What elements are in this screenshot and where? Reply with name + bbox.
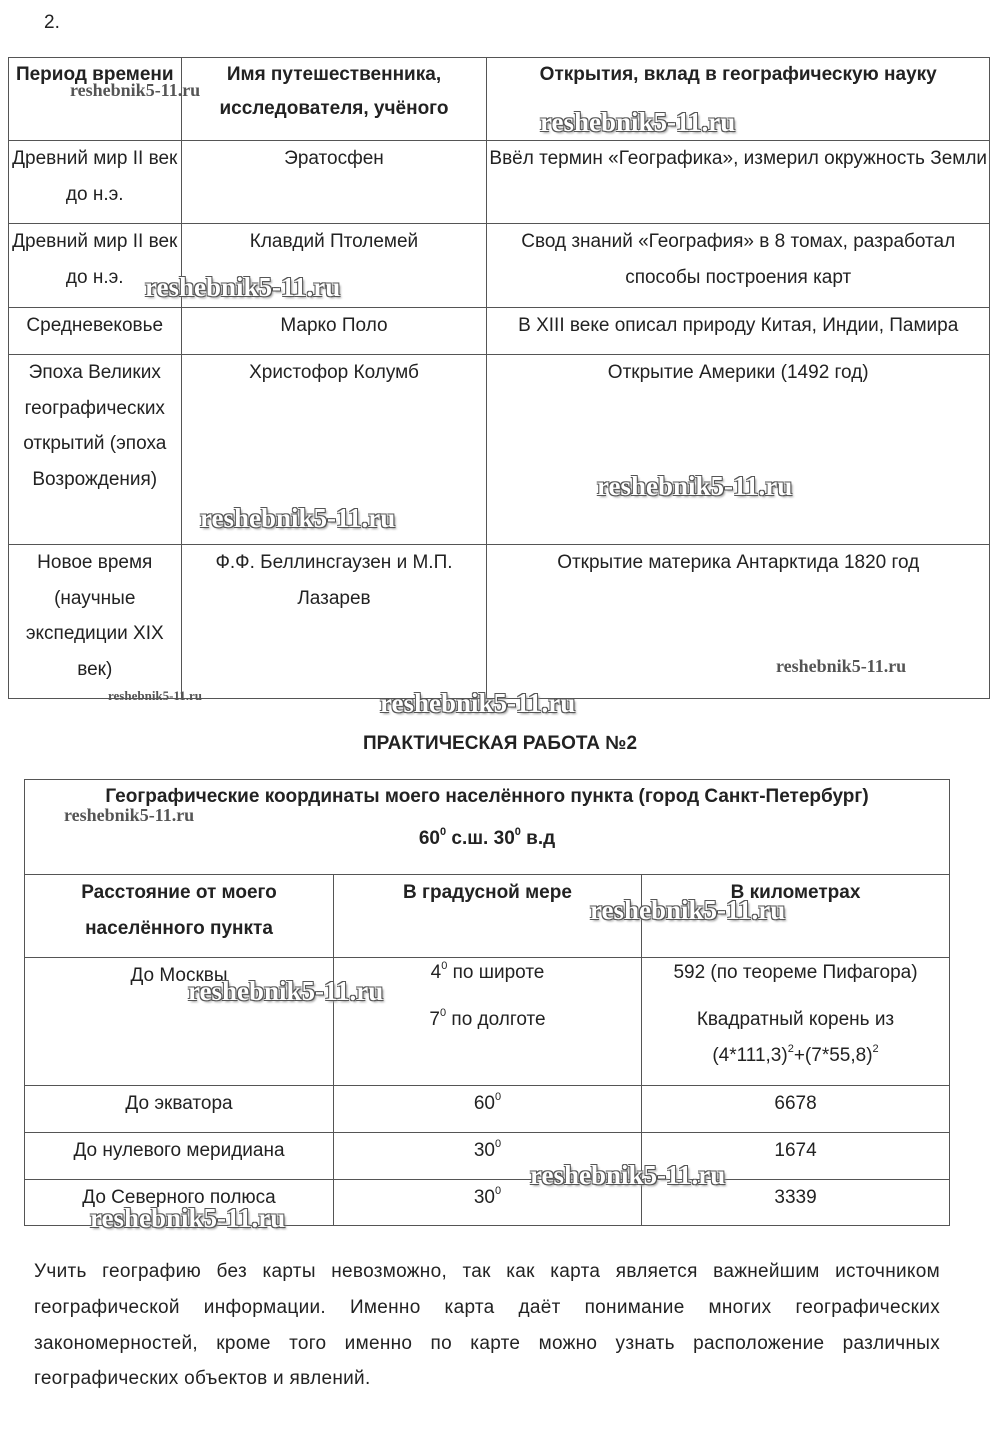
header-km: В километрах	[642, 875, 950, 958]
task-number: 2.	[44, 12, 60, 33]
cell-name: Эратосфен	[181, 141, 487, 224]
cell-period: Средневековье	[9, 308, 182, 355]
table-row	[9, 308, 990, 355]
table-row	[25, 1133, 950, 1180]
cell-label: До нулевого меридиана	[25, 1133, 334, 1180]
watermark: reshebnik5-11.ru	[108, 688, 203, 703]
cell-name: Христофор Колумб	[181, 355, 487, 545]
coordinates-title: Географические координаты моего населённого пункта (город Санкт-Петербург)	[105, 786, 869, 807]
cell-km: 1674	[642, 1133, 950, 1180]
cell-contribution: Открытие материка Антарктида 1820 год	[487, 545, 990, 699]
watermark: reshebnik5-11.ru	[540, 107, 736, 137]
watermark: reshebnik5-11.ru	[188, 976, 384, 1006]
cell-period: Новое время (научные экспедиции XIX век)	[9, 545, 182, 699]
watermark: reshebnik5-11.ru	[200, 503, 396, 533]
cell-contribution: В XIII веке описал природу Китая, Индии, Памира	[487, 308, 990, 355]
cell-contribution: Ввёл термин «Географика», измерил окружность Земли	[487, 141, 990, 224]
watermark: reshebnik5-11.ru	[90, 1203, 286, 1233]
header-name: Имя путешественника, исследователя, учёного	[181, 58, 487, 141]
table-row	[9, 355, 990, 545]
cell-contribution: Свод знаний «География» в 8 томах, разработал способы построения карт	[487, 224, 990, 308]
cell-contribution: Открытие Америки (1492 год)	[487, 355, 990, 545]
header-distance: Расстояние от моего населённого пункта	[25, 875, 334, 958]
cell-label: До Москвы	[25, 958, 334, 1086]
cell-label: До Северного полюса	[25, 1180, 334, 1226]
watermark: reshebnik5-11.ru	[776, 656, 907, 676]
explorers-table	[8, 57, 990, 699]
cell-period: Древний мир II век до н.э.	[9, 224, 182, 308]
watermark: reshebnik5-11.ru	[70, 80, 201, 100]
coordinates-table	[24, 779, 950, 1226]
cell-period: Эпоха Великих географических открытий (эпоха Возрождения)	[9, 355, 182, 545]
practical-work-title: ПРАКТИЧЕСКАЯ РАБОТА №2	[362, 733, 638, 754]
city-coordinates: $60^0$ с.ш. $30^0$ в.д	[418, 826, 556, 849]
watermark: reshebnik5-11.ru	[597, 471, 793, 501]
conclusion-paragraph: Учить географию без карты невозможно, так как карта является важнейшим источником географической информации. Именно карта даёт понимание многих географических закономерностей, кроме того именно по карте можно узнать расположение различных географических объектов и явлений.	[34, 1261, 940, 1390]
watermark: reshebnik5-11.ru	[145, 272, 341, 302]
cell-period: Древний мир II век до н.э.	[9, 141, 182, 224]
cell-name: Клавдий Птолемей	[181, 224, 487, 308]
header-degrees: В градусной мере	[334, 875, 642, 958]
header-period: Период времени	[9, 58, 182, 141]
cell-degrees: $30^0$	[334, 1133, 642, 1180]
cell-label: До экватора	[25, 1086, 334, 1133]
table-header-row	[25, 875, 950, 958]
header-contribution: Открытия, вклад в географическую науку	[487, 58, 990, 141]
cell-name: Марко Поло	[181, 308, 487, 355]
cell-km: 3339	[642, 1180, 950, 1226]
table-row-moscow	[25, 958, 950, 1086]
table-row	[25, 1086, 950, 1133]
cell-km: 6678	[642, 1086, 950, 1133]
cell-name: Ф.Ф. Беллинсгаузен и М.П. Лазарев	[181, 545, 487, 699]
watermark: reshebnik5-11.ru	[64, 805, 195, 825]
watermark: reshebnik5-11.ru	[590, 895, 786, 925]
cell-km: 592 (по теореме Пифагора) Квадратный корень из $(4*111,3)^2+(7*55,8)^2$	[642, 958, 950, 1086]
watermark: reshebnik5-11.ru	[530, 1160, 726, 1190]
cell-degrees: $30^0$	[334, 1180, 642, 1226]
cell-degrees: $4^0$ по широте $7^0$ по долготе	[334, 958, 642, 1086]
coordinates-title-row	[25, 780, 950, 875]
cell-degrees: $60^0$	[334, 1086, 642, 1133]
table-row	[9, 141, 990, 224]
watermark: reshebnik5-11.ru	[380, 688, 576, 718]
